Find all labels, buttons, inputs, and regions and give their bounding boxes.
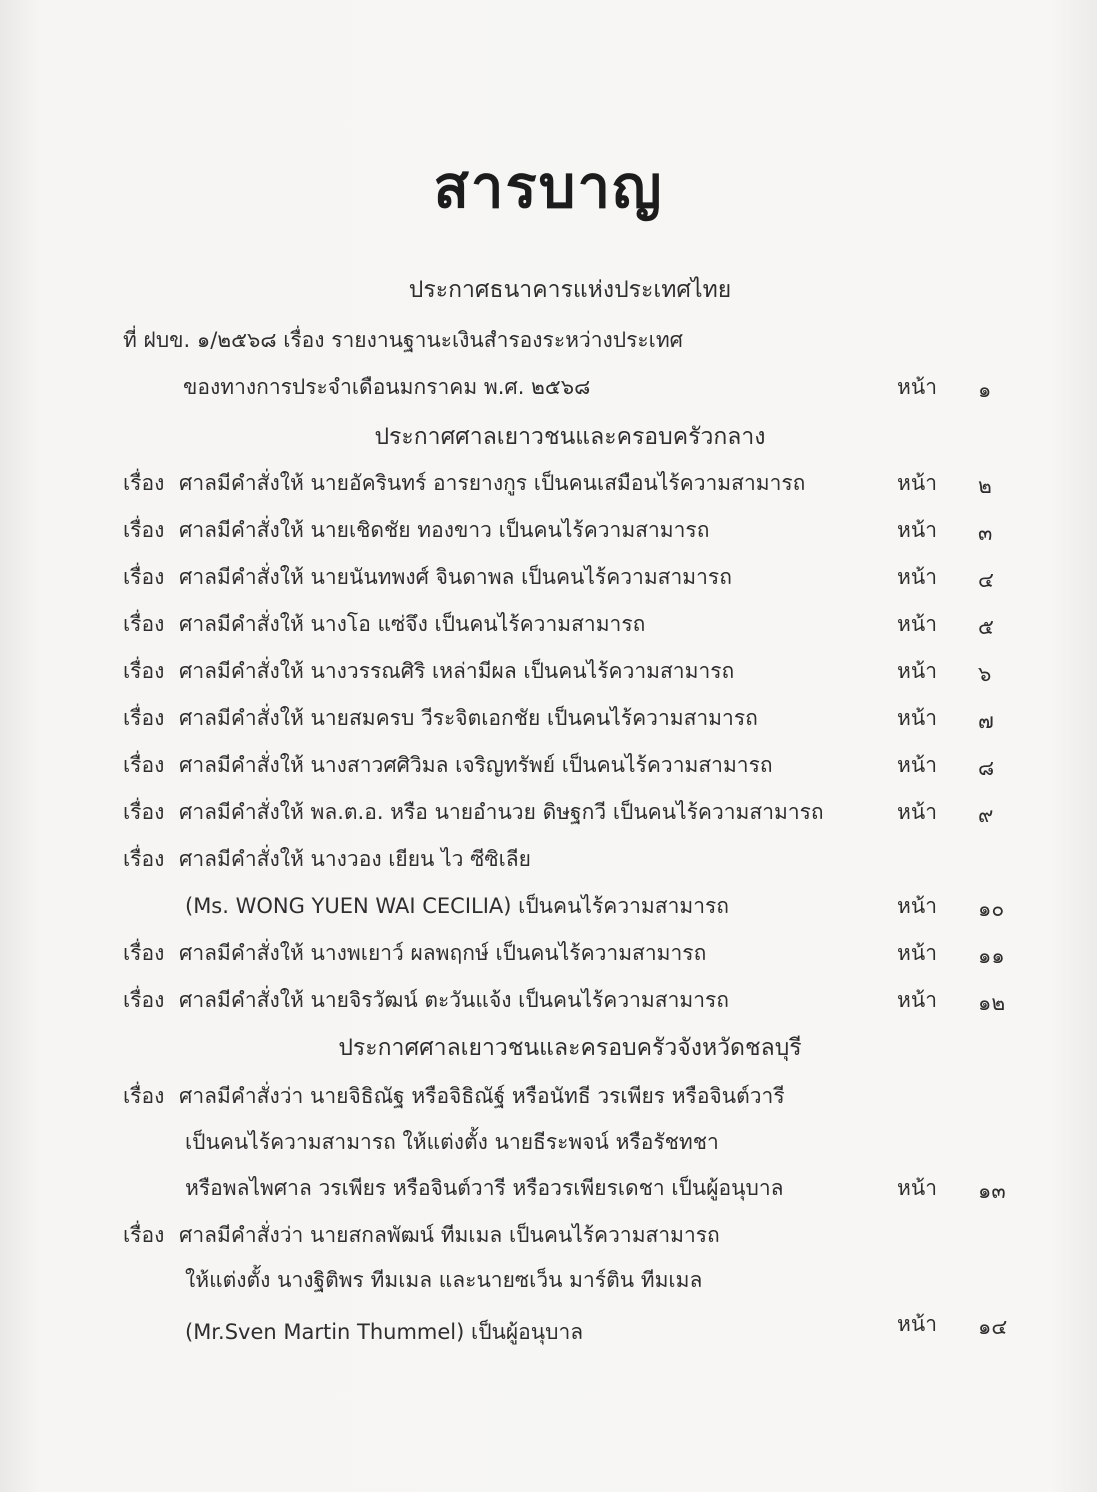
page-number: ๔ [978,568,994,592]
toc-entry-text: ศาลมีคำสั่งให้ นายนันทพงศ์ จินดาพล เป็นคนไร้ความสามารถ [179,565,732,589]
page-number: ๓ [978,521,993,545]
page-number: ๘ [978,756,995,780]
toc-entry-text: ศาลมีคำสั่งให้ นางวอง เยียน ไว ซีซิเลีย [179,847,531,871]
entry-prefix: เรื่อง [123,471,165,495]
page-title: สารบาญ [433,153,664,221]
page-number: ๗ [978,709,994,733]
section-heading-chonburi-court: ประกาศศาลเยาวชนและครอบครัวจังหวัดชลบุรี [338,1035,802,1061]
page-number: ๖ [978,662,992,686]
toc-entry-text: ศาลมีคำสั่งให้ นางพเยาว์ ผลพฤกษ์ เป็นคนไร้ความสามารถ [179,941,707,965]
entry-prefix: เรื่อง [123,988,165,1012]
page-label: หน้า [897,471,937,495]
toc-entry-text: ศาลมีคำสั่งให้ พล.ต.อ. หรือ นายอำนวย ดิษฐกวี เป็นคนไร้ความสามารถ [179,800,824,824]
toc-entry-line: (Ms. WONG YUEN WAI CECILIA) เป็นคนไร้ความสามารถ [185,894,729,918]
toc-entry [123,467,805,500]
toc-entry [123,655,734,688]
page-label: หน้า [897,800,937,824]
toc-entry [123,1080,785,1113]
toc-entry-line: (Mr.Sven Martin Thummel) เป็นผู้อนุบาล [185,1320,584,1344]
page-number: ๑ [978,378,992,402]
page-label: หน้า [897,753,937,777]
toc-entry-text: ศาลมีคำสั่งให้ นายอัครินทร์ อารยางกูร เป็นคนเสมือนไร้ความสามารถ [179,471,806,495]
toc-entry-line: เป็นคนไร้ความสามารถ ให้แต่งตั้ง นายธีระพจน์ หรือรัชทชา [185,1130,719,1154]
toc-entry [123,749,773,782]
toc-entry-text: ศาลมีคำสั่งให้ นางวรรณศิริ เหล่ามีผล เป็นคนไร้ความสามารถ [179,659,735,683]
page-number: ๑๑ [978,944,1005,968]
page-number: ๑๐ [978,897,1005,921]
page-label: หน้า [897,612,937,636]
page-label: หน้า [897,894,937,918]
toc-entry [123,514,709,547]
entry-prefix: เรื่อง [123,847,165,871]
entry-prefix: เรื่อง [123,518,165,542]
entry-prefix: เรื่อง [123,1084,165,1108]
toc-entry [123,796,824,829]
section-heading-bot: ประกาศธนาคารแห่งประเทศไทย [408,277,732,303]
entry-prefix: เรื่อง [123,659,165,683]
page-number: ๑๓ [978,1179,1006,1203]
page-number: ๕ [978,615,994,639]
entry-prefix: เรื่อง [123,941,165,965]
entry-prefix: เรื่อง [123,753,165,777]
entry-prefix: เรื่อง [123,800,165,824]
page-number: ๙ [978,803,994,827]
toc-entry [123,984,729,1017]
entry-prefix: เรื่อง [123,612,165,636]
toc-entry-text: ศาลมีคำสั่งให้ นางสาวศศิวิมล เจริญทรัพย์ เป็นคนไร้ความสามารถ [179,753,773,777]
page-label: หน้า [897,659,937,683]
entry-prefix: เรื่อง [123,706,165,730]
toc-entry-line: ที่ ฝบข. ๑/๒๕๖๘ เรื่อง รายงานฐานะเงินสำรองระหว่างประเทศ [123,328,684,352]
toc-entry [123,608,645,641]
page-label: หน้า [897,375,937,399]
entry-prefix: เรื่อง [123,565,165,589]
page-label: หน้า [897,941,937,965]
page-label: หน้า [897,1312,937,1336]
toc-entry-text: ศาลมีคำสั่งให้ นายสมครบ วีระจิตเอกชัย เป็นคนไร้ความสามารถ [179,706,758,730]
page-label: หน้า [897,518,937,542]
toc-entry [123,1219,720,1252]
page-label: หน้า [897,565,937,589]
page-number: ๑๔ [978,1315,1008,1339]
toc-entry-line: ให้แต่งตั้ง นางฐิติพร ทีมเมล และนายซเว็น มาร์ติน ทีมเมล [185,1268,703,1292]
page-label: หน้า [897,988,937,1012]
page-number: ๒ [978,474,992,498]
toc-entry-text: ศาลมีคำสั่งว่า นายจิธิณัฐ หรือจิธิณัฐ์ หรือนัทธี วรเพียร หรือจินต์วารี [179,1084,785,1108]
toc-entry-line: หรือพลไพศาล วรเพียร หรือจินต์วารี หรือวรเพียรเดชา เป็นผู้อนุบาล [185,1176,784,1200]
toc-entry [123,561,732,594]
page-label: หน้า [897,706,937,730]
toc-entry [123,843,531,876]
toc-entry [123,937,706,970]
page-number: ๑๒ [978,991,1006,1015]
toc-entry [123,702,758,735]
page-label: หน้า [897,1176,937,1200]
toc-entry-line: ของทางการประจำเดือนมกราคม พ.ศ. ๒๕๖๘ [183,375,591,399]
toc-entry-text: ศาลมีคำสั่งว่า นายสกลพัฒน์ ทีมเมล เป็นคนไร้ความสามารถ [179,1223,720,1247]
toc-entry-text: ศาลมีคำสั่งให้ นายเชิดชัย ทองขาว เป็นคนไร้ความสามารถ [179,518,710,542]
section-heading-central-court: ประกาศศาลเยาวชนและครอบครัวกลาง [374,424,766,450]
toc-entry-text: ศาลมีคำสั่งให้ นางโอ แซ่จึง เป็นคนไร้ความสามารถ [179,612,646,636]
entry-prefix: เรื่อง [123,1223,165,1247]
toc-entry-text: ศาลมีคำสั่งให้ นายจิรวัฒน์ ตะวันแจ้ง เป็นคนไร้ความสามารถ [179,988,729,1012]
